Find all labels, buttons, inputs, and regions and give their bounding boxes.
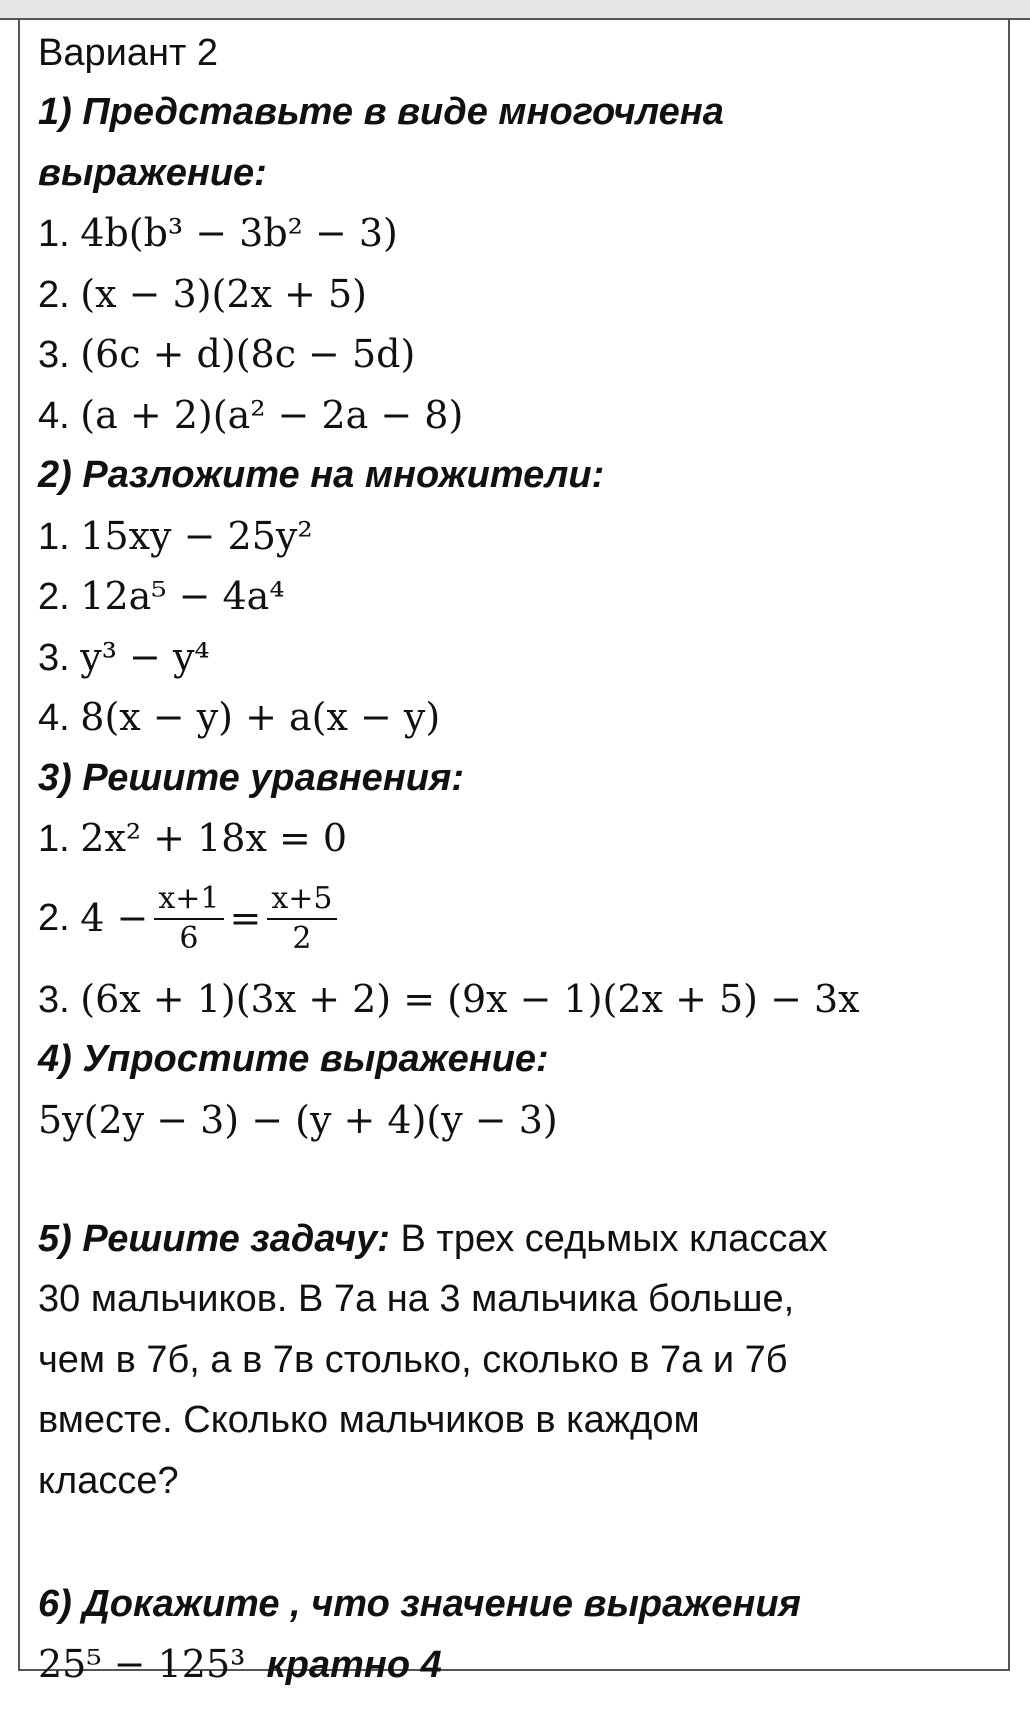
fraction-right-denominator: 2 <box>292 920 312 956</box>
spacer <box>38 1150 1003 1211</box>
section4-expression: 5y(2y − 3) − (y + 4)(y − 3) <box>38 1097 558 1142</box>
section5-line-5: классе? <box>38 1459 179 1502</box>
section5-line-3: чем в 7б, а в 7в столько, сколько в 7а и 7б <box>38 1338 788 1381</box>
section2-item-4: 4. 8(x − y) + a(x − y) <box>38 695 441 739</box>
section6-tail: кратно 4 <box>266 1644 442 1686</box>
fraction-right <box>267 880 336 958</box>
section6-expression: 25⁵ − 125³ <box>38 1642 246 1686</box>
section4-heading: 4) Упростите выражение: <box>38 1038 549 1080</box>
section3-item-2: 2. 4 − $\frac{x+1}{6}$ = $\frac{x+5}{2}$ <box>38 869 1003 969</box>
spacer <box>38 1513 1003 1574</box>
section2-item-3: 3. y³ − y⁴ <box>38 634 210 679</box>
section2-item-1: 1. 15xy − 25y² <box>38 513 313 558</box>
section1-item-4: 4. (a + 2)(a² − 2a − 8) <box>38 392 464 437</box>
section3-heading: 3) Решите уравнения: <box>38 756 465 799</box>
section2-heading: 2) Разложите на множители: <box>38 454 605 496</box>
section1-heading-line2: выражение: <box>38 151 267 194</box>
table-border-right <box>1008 18 1010 1671</box>
section1-item-3: 3. (6c + d)(8c − 5d) <box>38 332 416 376</box>
section5-line-4: вместе. Сколько мальчиков в каждом <box>38 1399 700 1441</box>
fraction-right-numerator: x+5 <box>271 880 333 916</box>
page-top-strip <box>0 0 1030 18</box>
section1-item-1: 1. 4b(b³ − 3b² − 3) <box>38 211 398 255</box>
fraction-left-denominator: 6 <box>179 920 199 956</box>
section2-item-2: 2. 12a⁵ − 4a⁴ <box>38 574 285 618</box>
worksheet <box>38 20 1003 1694</box>
section1-item-2: 2. (x − 3)(2x + 5) <box>38 271 367 316</box>
section3-item-3: 3. (6x + 1)(3x + 2) = (9x − 1)(2x + 5) − 3x <box>38 976 860 1021</box>
fraction-left-numerator: x+1 <box>158 880 220 916</box>
variant-title: Вариант 2 <box>38 32 219 74</box>
section6-expression-line <box>38 1634 1003 1694</box>
equals-sign: = <box>229 896 262 941</box>
section5-line-2: 30 мальчиков. В 7а на 3 мальчика больше, <box>38 1278 795 1320</box>
section3-item-1: 1. 2x² + 18x = 0 <box>38 816 348 860</box>
section5-task <box>38 1211 1003 1514</box>
section6-heading: 6) Докажите , что значение выражения <box>38 1582 801 1625</box>
section5-heading: 5) Решите задачу: <box>38 1217 390 1260</box>
section1-heading-line1: 1) Представьте в виде многочлена <box>38 91 724 133</box>
table-border-left <box>18 18 20 1671</box>
section5-line-1: 5) Решите задачу: В трех седьмых классах <box>38 1217 828 1260</box>
fraction-left <box>154 880 223 958</box>
